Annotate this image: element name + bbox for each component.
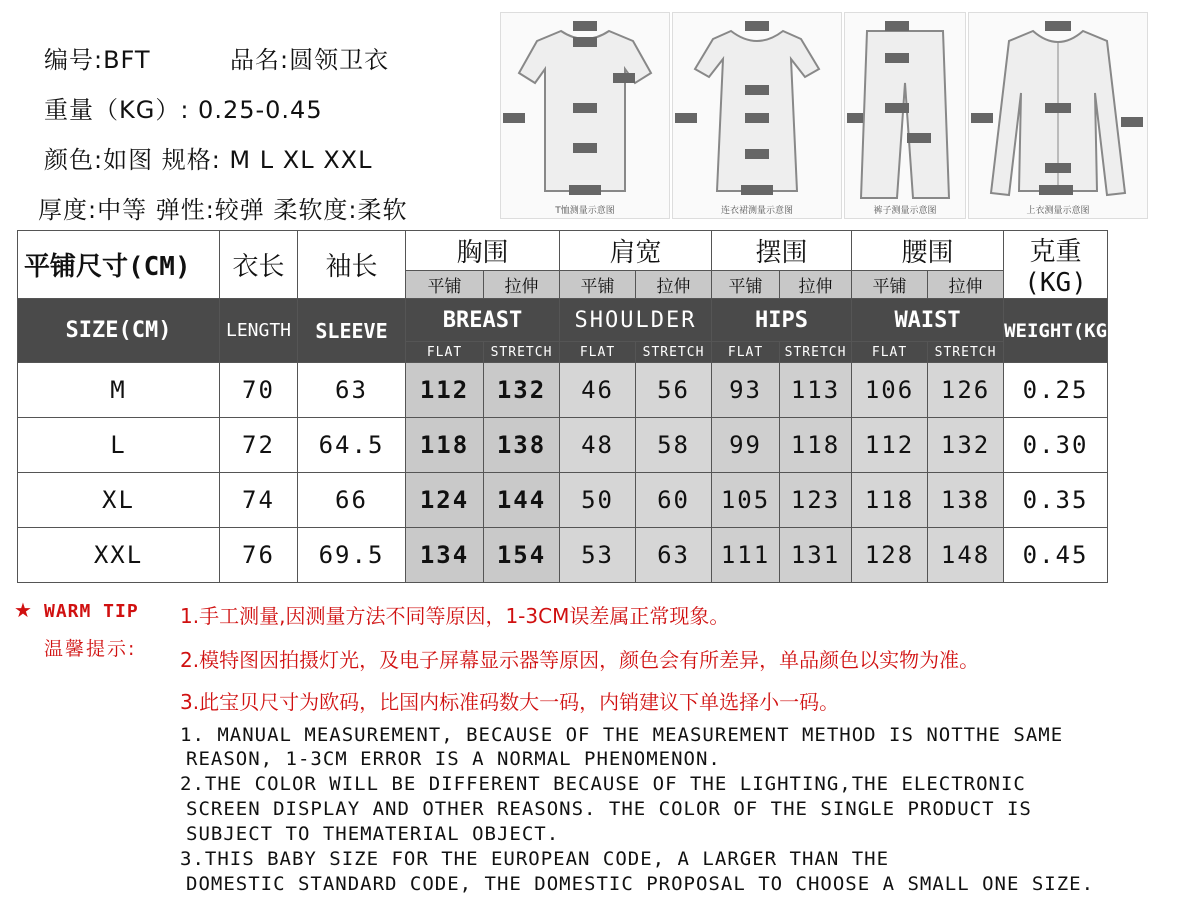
cell-breast-stretch: 138 [484,418,560,473]
cell-breast-stretch: 132 [484,363,560,418]
sub-stretch-cn: 拉伸 [928,271,1004,299]
header-sleeve-cn: 袖长 [298,231,406,299]
dress-diagram [672,12,842,219]
cell-waist-flat: 118 [852,473,928,528]
warm-tip-title-cn: 温馨提示: [44,638,137,660]
sub-flat-cn: 平铺 [406,271,484,299]
cell-size: M [18,363,220,418]
cell-size: XL [18,473,220,528]
cell-length: 74 [220,473,298,528]
header-shoulder-cn: 肩宽 [560,231,712,271]
cell-waist-flat: 106 [852,363,928,418]
sub-flat-cn: 平铺 [560,271,636,299]
header-weight-en: WEIGHT(KG) [1004,299,1108,363]
cell-shoulder-flat: 50 [560,473,636,528]
cell-breast-flat: 112 [406,363,484,418]
cell-breast-flat: 118 [406,418,484,473]
header-size-cn: 平铺尺寸(CM) [18,231,220,299]
product-weight: 重量（KG）: 0.25-0.45 [44,96,323,124]
cell-breast-stretch: 144 [484,473,560,528]
tip-cn-3: 3.此宝贝尺寸为欧码，比国内标准码数大一码，内销建议下单选择小一码。 [180,690,840,714]
sub-flat-en: FLAT [852,342,928,363]
star-icon: ★ [14,598,32,622]
cell-shoulder-flat: 48 [560,418,636,473]
cell-waist-stretch: 138 [928,473,1004,528]
shirt-caption: 上衣测量示意图 [1026,206,1090,216]
sub-stretch-en: STRETCH [780,342,852,363]
header-shoulder-en: SHOULDER [560,299,712,342]
tip-en-line-3: 2.THE COLOR WILL BE DIFFERENT BECAUSE OF THE LIGHTING,THE ELECTRONIC [180,773,1026,795]
tshirt-diagram [500,12,670,219]
table-row [18,473,1108,528]
table-row [18,528,1108,583]
cell-waist-flat: 112 [852,418,928,473]
cell-hips-flat: 99 [712,418,780,473]
cell-weight: 0.45 [1004,528,1108,583]
shirt-diagram [968,12,1148,219]
tip-cn-2: 2.模特图因拍摄灯光，及电子屏幕显示器等原因，颜色会有所差异，单品颜色以实物为准。 [180,648,980,672]
cell-waist-stretch: 132 [928,418,1004,473]
header-waist-en: WAIST [852,299,1004,342]
cell-breast-stretch: 154 [484,528,560,583]
pants-caption: 裤子测量示意图 [873,206,937,216]
cell-weight: 0.30 [1004,418,1108,473]
header-weight-cn: 克重(KG) [1004,231,1108,299]
cell-shoulder-flat: 53 [560,528,636,583]
tshirt-caption: T恤测量示意图 [555,206,615,216]
cell-waist-flat: 128 [852,528,928,583]
cell-sleeve: 63 [298,363,406,418]
cell-shoulder-stretch: 63 [636,528,712,583]
header-sleeve-en: SLEEVE [298,299,406,363]
cell-shoulder-flat: 46 [560,363,636,418]
header-size-en: SIZE(CM) [18,299,220,363]
header-length-en: LENGTH [220,299,298,363]
cell-hips-stretch: 131 [780,528,852,583]
cell-hips-flat: 105 [712,473,780,528]
product-code: 编号:BFT [44,46,151,74]
cell-length: 70 [220,363,298,418]
sub-stretch-cn: 拉伸 [636,271,712,299]
sub-flat-en: FLAT [406,342,484,363]
cell-sleeve: 64.5 [298,418,406,473]
header-hips-cn: 摆围 [712,231,852,271]
table-row [18,363,1108,418]
sub-stretch-cn: 拉伸 [484,271,560,299]
sub-flat-cn: 平铺 [852,271,928,299]
cell-hips-stretch: 118 [780,418,852,473]
cell-sleeve: 66 [298,473,406,528]
tip-en-line-4: SCREEN DISPLAY AND OTHER REASONS. THE COLOR OF THE SINGLE PRODUCT IS [186,798,1032,820]
cell-length: 76 [220,528,298,583]
header-hips-en: HIPS [712,299,852,342]
header-length-cn: 衣长 [220,231,298,299]
sub-stretch-en: STRETCH [928,342,1004,363]
tip-cn-1: 1.手工测量,因测量方法不同等原因，1-3CM误差属正常现象。 [180,604,730,628]
sub-stretch-en: STRETCH [636,342,712,363]
cell-weight: 0.25 [1004,363,1108,418]
tip-en-line-7: DOMESTIC STANDARD CODE, THE DOMESTIC PROPOSAL TO CHOOSE A SMALL ONE SIZE. [186,873,1095,895]
tip-en-line-1: 1. MANUAL MEASUREMENT, BECAUSE OF THE MEASUREMENT METHOD IS NOTTHE SAME [180,724,1064,746]
cell-hips-flat: 93 [712,363,780,418]
warm-tip-title-en: WARM TIP [44,601,139,622]
dress-caption: 连衣裙测量示意图 [720,206,794,216]
cell-hips-stretch: 123 [780,473,852,528]
shirt-icon [969,13,1147,218]
cell-size: XXL [18,528,220,583]
size-table [17,230,1119,583]
cell-size: L [18,418,220,473]
product-name: 品名:圆领卫衣 [230,46,390,74]
dress-icon [673,13,841,218]
sub-stretch-en: STRETCH [484,342,560,363]
cell-shoulder-stretch: 56 [636,363,712,418]
header-waist-cn: 腰围 [852,231,1004,271]
cell-length: 72 [220,418,298,473]
cell-waist-stretch: 148 [928,528,1004,583]
cell-sleeve: 69.5 [298,528,406,583]
cell-weight: 0.35 [1004,473,1108,528]
sub-flat-en: FLAT [560,342,636,363]
table-row [18,418,1108,473]
tshirt-icon [501,13,669,218]
product-color-size: 颜色:如图 规格: M L XL XXL [44,146,373,174]
cell-breast-flat: 134 [406,528,484,583]
cell-shoulder-stretch: 58 [636,418,712,473]
pants-diagram [844,12,966,219]
pants-icon [845,13,965,218]
sub-flat-cn: 平铺 [712,271,780,299]
tip-en-line-6: 3.THIS BABY SIZE FOR THE EUROPEAN CODE, A LARGER THAN THE [180,848,890,870]
product-properties: 厚度:中等 弹性:较弹 柔软度:柔软 [38,196,408,224]
cell-hips-flat: 111 [712,528,780,583]
sub-stretch-cn: 拉伸 [780,271,852,299]
tip-en-line-2: REASON, 1-3CM ERROR IS A NORMAL PHENOMENON. [186,748,721,770]
cell-hips-stretch: 113 [780,363,852,418]
tip-en-line-5: SUBJECT TO THEMATERIAL OBJECT. [186,823,560,845]
cell-breast-flat: 124 [406,473,484,528]
cell-waist-stretch: 126 [928,363,1004,418]
cell-shoulder-stretch: 60 [636,473,712,528]
header-breast-cn: 胸围 [406,231,560,271]
header-breast-en: BREAST [406,299,560,342]
sub-flat-en: FLAT [712,342,780,363]
